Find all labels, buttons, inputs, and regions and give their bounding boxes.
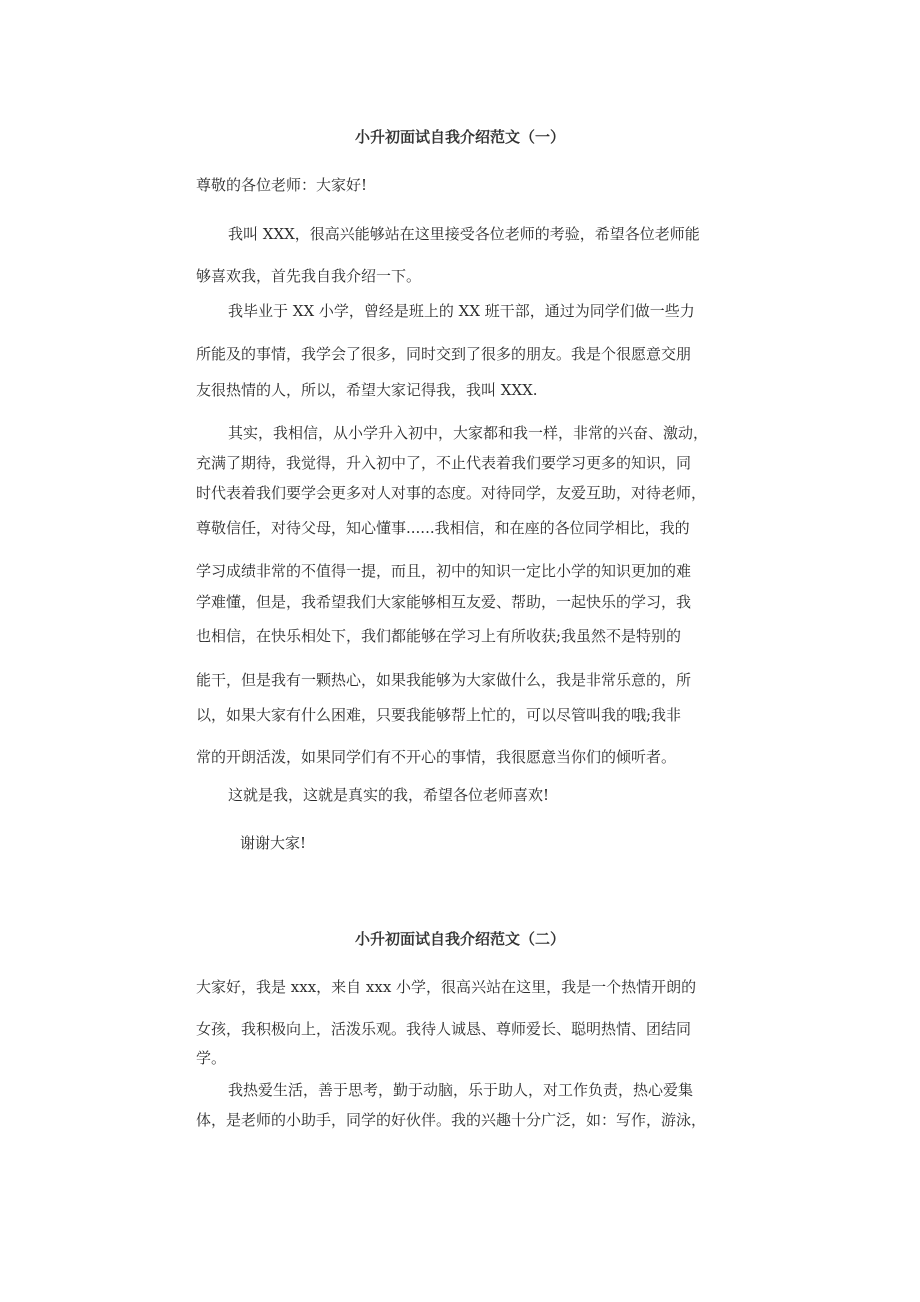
s2-p2-line: 体，是老师的小助手，同学的好伙伴。我的兴趣十分广泛，如：写作，游泳， xyxy=(196,1111,707,1129)
s1-p3-line: 学习成绩非常的不值得一提，而且，初中的知识一定比小学的知识更加的难 xyxy=(196,562,692,580)
s1-p2-line: 我毕业于 XX 小学，曾经是班上的 XX 班干部，通过为同学们做一些力 xyxy=(228,302,695,320)
s1-p2-line: 所能及的事情，我学会了很多，同时交到了很多的朋友。我是个很愿意交朋 xyxy=(196,345,692,363)
thanks: 谢谢大家! xyxy=(240,834,307,852)
s1-p4: 这就是我，这就是真实的我，希望各位老师喜欢! xyxy=(228,786,550,804)
s1-p3-line: 尊敬信任，对待父母，知心懂事......我相信，和在座的各位同学相比，我的 xyxy=(196,519,690,537)
s1-p3-line: 其实，我相信，从小学升入初中，大家都和我一样，非常的兴奋、激动， xyxy=(228,424,709,442)
s1-p3-line: 常的开朗活泼，如果同学们有不开心的事情，我很愿意当你们的倾听者。 xyxy=(196,748,677,766)
s2-p1-line: 大家好，我是 xxx，来自 xxx 小学，很高兴站在这里，我是一个热情开朗的 xyxy=(196,978,697,996)
s2-p2-line: 我热爱生活，善于思考，勤于动脑，乐于助人，对工作负责，热心爱集 xyxy=(228,1081,694,1099)
s1-p3-line: 能干，但是我有一颗热心，如果我能够为大家做什么，我是非常乐意的，所 xyxy=(196,671,692,689)
s1-p2-line: 友很热情的人，所以，希望大家记得我，我叫 XXX. xyxy=(196,381,538,399)
s2-p1-line: 学。 xyxy=(196,1049,227,1067)
s1-p3-line: 也相信，在快乐相处下，我们都能够在学习上有所收获;我虽然不是特别的 xyxy=(196,627,682,645)
s1-p3-line: 充满了期待，我觉得，升入初中了，不止代表着我们要学习更多的知识，同 xyxy=(196,454,692,472)
s2-p1-line: 女孩，我积极向上，活泼乐观。我待人诚恳、尊师爱长、聪明热情、团结同 xyxy=(196,1020,692,1038)
section-2-title: 小升初面试自我介绍范文（二） xyxy=(354,930,565,948)
s1-p3-line: 学难懂，但是，我希望我们大家能够相互友爱、帮助，一起快乐的学习，我 xyxy=(196,593,692,611)
greeting: 尊敬的各位老师：大家好! xyxy=(196,176,368,194)
s1-p1-line: 我叫 XXX，很高兴能够站在这里接受各位老师的考验，希望各位老师能 xyxy=(228,225,700,243)
s1-p3-line: 时代表着我们要学会更多对人对事的态度。对待同学，友爱互助，对待老师， xyxy=(196,484,707,502)
section-1-title: 小升初面试自我介绍范文（一） xyxy=(354,128,565,146)
s1-p3-line: 以，如果大家有什么困难，只要我能够帮上忙的，可以尽管叫我的哦;我非 xyxy=(196,706,682,724)
s1-p1-line: 够喜欢我，首先我自我介绍一下。 xyxy=(196,267,422,285)
